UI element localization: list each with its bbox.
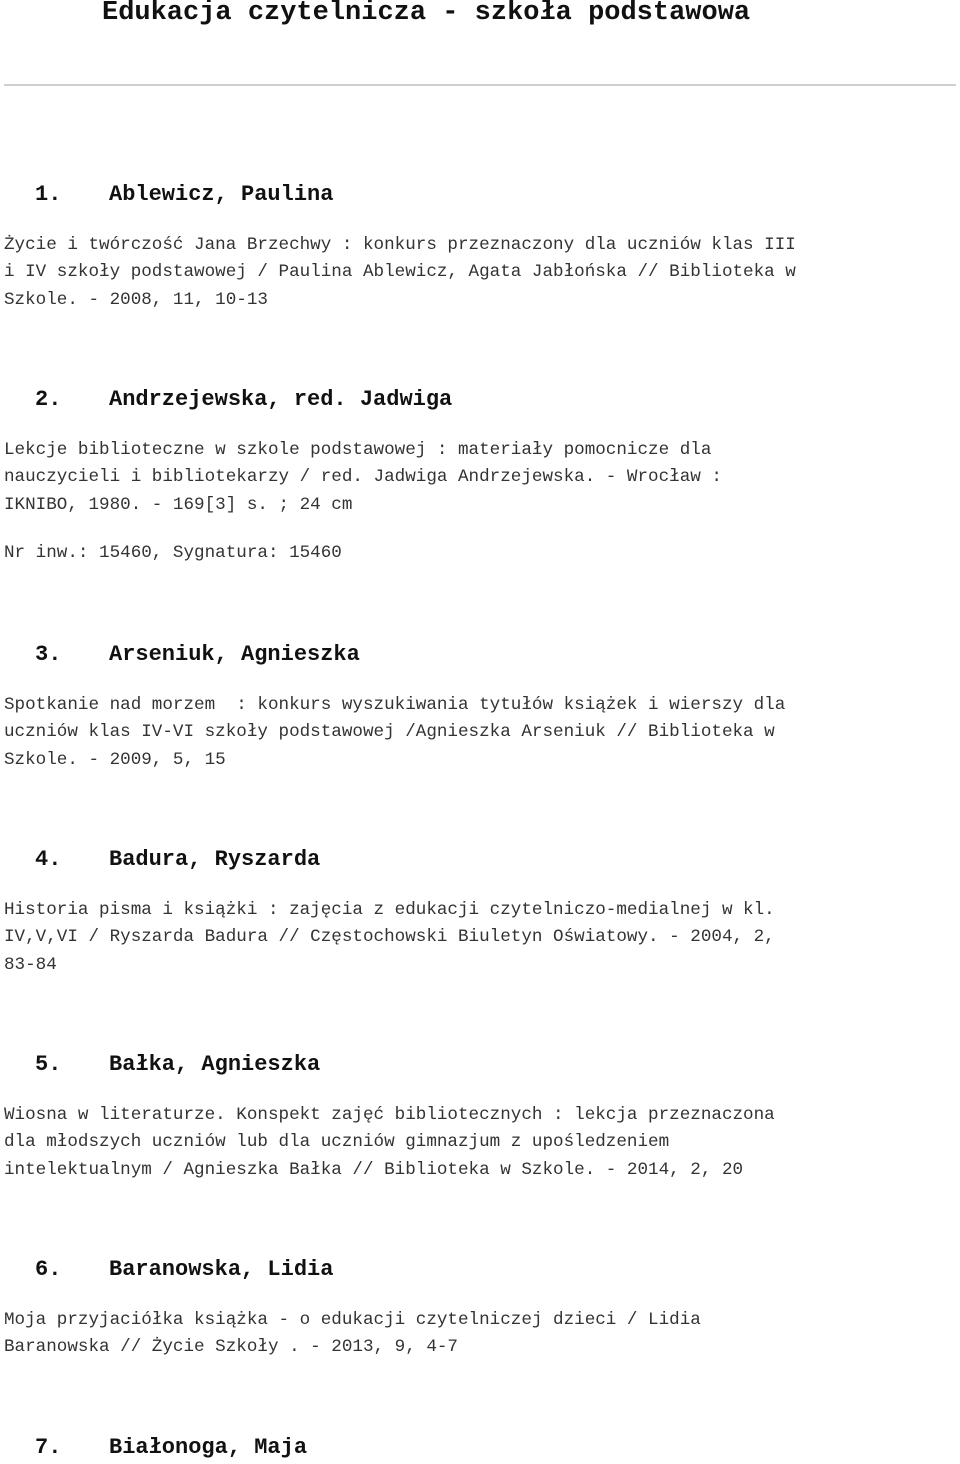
title-divider bbox=[4, 84, 956, 86]
entry-number: 7. bbox=[35, 1435, 62, 1460]
entry-heading bbox=[35, 640, 960, 670]
entry-author: Andrzejewska, red. Jadwiga bbox=[109, 387, 453, 412]
entry-number: 2. bbox=[35, 387, 62, 412]
bibliography-entry-1 bbox=[4, 180, 960, 314]
bibliography-entry-4 bbox=[4, 845, 960, 979]
entry-description: Moja przyjaciółka książka - o edukacji czytelniczej dzieci / Lidia Baranowska // Życie Szkoły . - 2013, 9, 4-7 bbox=[4, 1310, 701, 1358]
entry-heading bbox=[35, 845, 960, 875]
entry-description: Spotkanie nad morzem : konkurs wyszukiwania tytułów książek i wierszy dla uczniów klas IV-VI szkoły podstawowej /Agnieszka Arseniuk // Biblioteka w Szkole. - 2009, 5, 15 bbox=[4, 695, 786, 770]
page-title: Edukacja czytelnicza - szkoła podstawowa bbox=[102, 0, 751, 28]
entry-description: Wiosna w literaturze. Konspekt zajęć bibliotecznych : lekcja przeznaczona dla młodszych uczniów lub dla uczniów gimnazjum z upośledzeniem intelektualnym / Agnieszka Bałka // Biblioteka w Szkole. - 2014, 2, 20 bbox=[4, 1105, 775, 1180]
entry-heading bbox=[35, 385, 960, 415]
entry-heading bbox=[35, 1433, 960, 1463]
entry-author: Bałka, Agnieszka bbox=[109, 1052, 321, 1077]
entry-inventory-number: Nr inw.: 15460, Sygnatura: 15460 bbox=[4, 542, 342, 563]
entry-description: Życie i twórczość Jana Brzechwy : konkurs przeznaczony dla uczniów klas III i IV szkoły podstawowej / Paulina Ablewicz, Agata Jabłońska // Biblioteka w Szkole. - 2008, 11, 10-13 bbox=[4, 235, 796, 310]
entry-heading bbox=[35, 1050, 960, 1080]
entry-number: 6. bbox=[35, 1257, 62, 1282]
entry-author: Arseniuk, Agnieszka bbox=[109, 642, 360, 667]
bibliography-entry-3 bbox=[4, 640, 960, 774]
bibliography-entry-6 bbox=[4, 1255, 960, 1362]
entry-description: Historia pisma i książki : zajęcia z edukacji czytelniczo-medialnej w kl. IV,V,VI / Ryszarda Badura // Częstochowski Biuletyn Oświatowy. - 2004, 2, 83-84 bbox=[4, 900, 775, 975]
bibliography-entry-7 bbox=[4, 1433, 960, 1463]
entry-number: 5. bbox=[35, 1052, 62, 1077]
entry-author: Ablewicz, Paulina bbox=[109, 182, 334, 207]
entry-author: Badura, Ryszarda bbox=[109, 847, 321, 872]
entry-number: 1. bbox=[35, 182, 62, 207]
bibliography-entry-2 bbox=[4, 385, 960, 567]
entry-heading bbox=[35, 180, 960, 210]
entry-heading bbox=[35, 1255, 960, 1285]
entry-number: 3. bbox=[35, 642, 62, 667]
entry-author: Baranowska, Lidia bbox=[109, 1257, 334, 1282]
entry-author: Białonoga, Maja bbox=[109, 1435, 308, 1460]
bibliography-entry-5 bbox=[4, 1050, 960, 1184]
entry-description: Lekcje biblioteczne w szkole podstawowej : materiały pomocnicze dla nauczycieli i bibliotekarzy / red. Jadwiga Andrzejewska. - Wrocław : IKNIBO, 1980. - 169[3] s. ; 24 cm bbox=[4, 440, 722, 515]
entry-number: 4. bbox=[35, 847, 62, 872]
